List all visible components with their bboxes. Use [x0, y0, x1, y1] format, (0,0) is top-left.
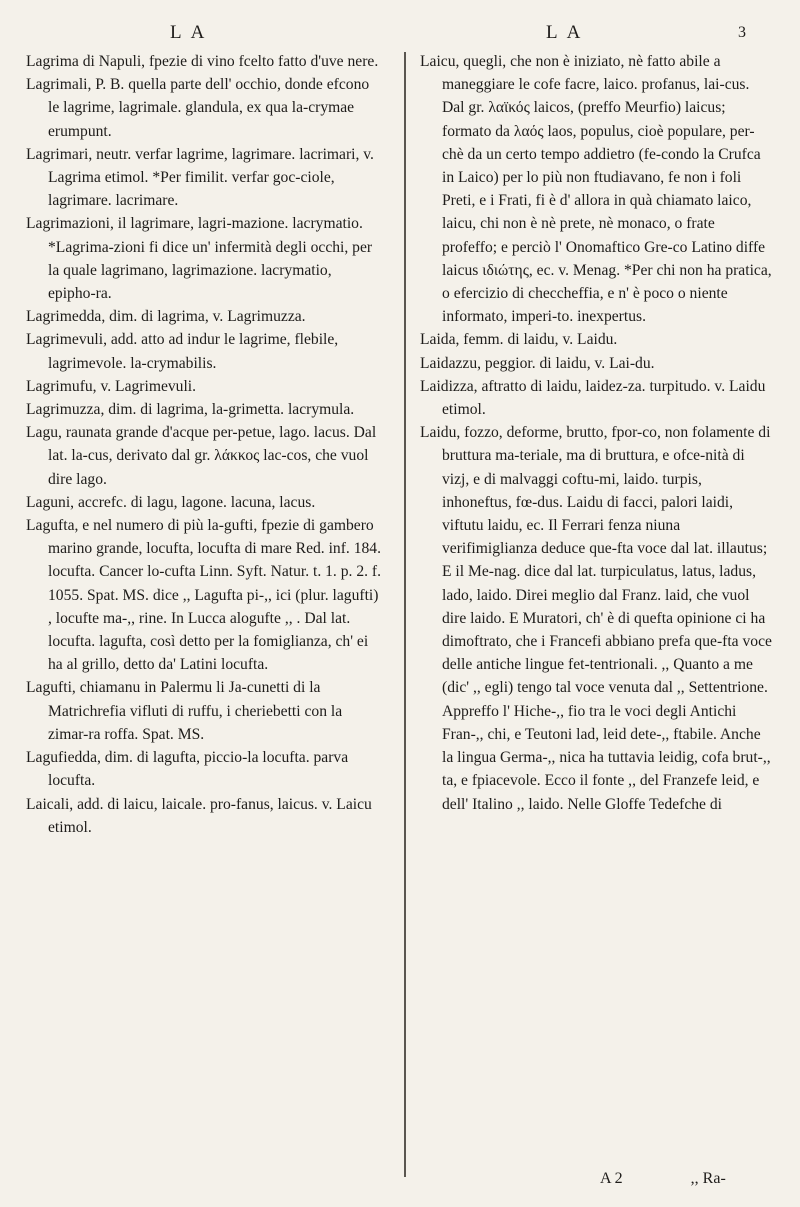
entry: Lagrimuzza, dim. di lagrima, la-grimetta. lacrymula.	[26, 401, 355, 419]
entry: Laidazzu, peggior. di laidu, v. Lai-du.	[420, 354, 655, 372]
entry: Laicu, quegli, che non è iniziato, nè fatto abile a maneggiare le cofe facre, laico. profanus, lai-cus. Dal gr. λαϊκός laicos, (preffo Meurfio) laicus; formato da λαός laos, populus, cioè populare, per-chè da un certo tempo addietro (fe-condo la Crufca in Laico) per lo più non ftudiavano, fe non i foli Preti, e i Frati, fi è d' allora in quà chiamato laico, laicu, chi non è nè prete, nè monaco, o frate profeffo; e perciò l' Onomaftico Gre-co Latino diffe laicus ιδιώτης, ec. v. Menag. *Per chi non ha pratica, o efercizio di checcheffia, e n' è poco o niente informato, imperi-to. inexpertus.	[420, 53, 772, 326]
right-column	[420, 50, 772, 816]
entry: Lagu, raunata grande d'acque per-petue, lago. lacus. Dal lat. la-cus, derivato dal gr. λάκκος lac-cos, che vuol dire lago.	[26, 424, 377, 488]
entry: Lagufiedda, dim. di lagufta, piccio-la locufta. parva locufta.	[26, 749, 349, 790]
entry: Lagrimari, neutr. verfar lagrime, lagrimare. lacrimari, v. Lagrima etimol. *Per fimilit. verfar goc-ciole, lagrimare. lacrimare.	[26, 145, 374, 210]
entry: Lagrimali, P. B. quella parte dell' occhio, donde efcono le lagrime, lagrimale. glandula, ex qua la-crymae erumpunt.	[26, 76, 370, 140]
entry: Lagrimevuli, add. atto ad indur le lagrime, flebile, lagrimevole. la-crymabilis.	[26, 331, 339, 372]
catchword: ,, Ra-	[690, 1170, 726, 1187]
entry: Laguni, accrefc. di lagu, lagone. lacuna, lacus.	[26, 493, 316, 511]
entry: Laicali, add. di laicu, laicale. pro-fanus, laicus. v. Laicu etimol.	[26, 795, 372, 836]
entry: Laidizza, aftratto di laidu, laidez-za. turpitudo. v. Laidu etimol.	[420, 377, 766, 419]
page-number: 3	[738, 24, 746, 41]
entry: Laidu, fozzo, deforme, brutto, fpor-co, non folamente di bruttura ma-teriale, ma di bruttura, e ofce-nità di vizj, e di malvaggi coftu-mi, laido. turpis, inhoneftus, fœ-dus. Laidu di facci, palori laidi, viftutu laidu, ec. Il Ferrari fenza niuna verifimiglianza deduce que-fta voce dal lat. illautus; E il Me-nag. dice dal lat. turpiculatus, latus, ladus, lado, laido. Direi meglio dal Franz. laid, che vuol dire laido. E Muratori, ch' è di quefta opinione ci ha dimoftrato, che i Francefi abbiano prefa que-fta voce delle antiche lingue fet-tentrionali. ,, Quanto a me (dic' ,, egli) tengo tal voce venuta dal ,, Settentrione. Appreffo l' Hiche-,, fio tra le voci degli Antichi Fran-,, chi, e Teutoni lad, leid dete-,, ftabile. Anche la lingua Germa-,, nica ha tuttavia leidig, cofa brut-,, ta, e fpiacevole. Ecco il fonte ,, del Franzefe leid, e dell' Italino ,, laido. Nelle Gloffe Tedefche di	[420, 424, 772, 813]
entry: Lagrimedda, dim. di lagrima, v. Lagrimuzza.	[26, 308, 306, 326]
entry: Lagrima di Napuli, fpezie di vino fcelto fatto d'uve nere.	[26, 53, 379, 70]
entry: Laida, femm. di laidu, v. Laidu.	[420, 331, 618, 349]
footer-signature	[600, 1170, 726, 1188]
left-column	[26, 50, 381, 839]
left-running-head: L A	[170, 22, 208, 43]
signature-mark: A 2	[600, 1170, 623, 1187]
column-divider	[404, 52, 406, 1177]
entry: Lagrimazioni, il lagrimare, lagri-mazione. lacrymatio. *Lagrima-zioni fi dice un' infermità degli occhi, per la quale lagrimano, lagrimazione. lacrymatio, epipho-ra.	[26, 215, 373, 303]
entry: Lagufta, e nel numero di più la-gufti, fpezie di gambero marino grande, locufta, locufta di mare Red. inf. 184. locufta. Cancer lo-cufta Linn. Syft. Natur. t. 1. p. 2. f. 1055. Spat. MS. dice ,, Lagufta pi-,, ici (plur. lagufti) , locufte ma-,, rine. In Lucca alogufte ,, . Dal lat. locufta. lagufta, così detto per la fomiglianza, ch' ei ha al grillo, detto da' Latini locufta.	[26, 517, 382, 674]
entry: Lagrimufu, v. Lagrimevuli.	[26, 377, 197, 395]
entry: Lagufti, chiamanu in Palermu li Ja-cunetti di la Matrichrefia vifluti di ruffu, i cheriebetti con la zimar-ra roffa. Spat. MS.	[26, 679, 343, 743]
right-running-head: L A	[546, 22, 584, 43]
